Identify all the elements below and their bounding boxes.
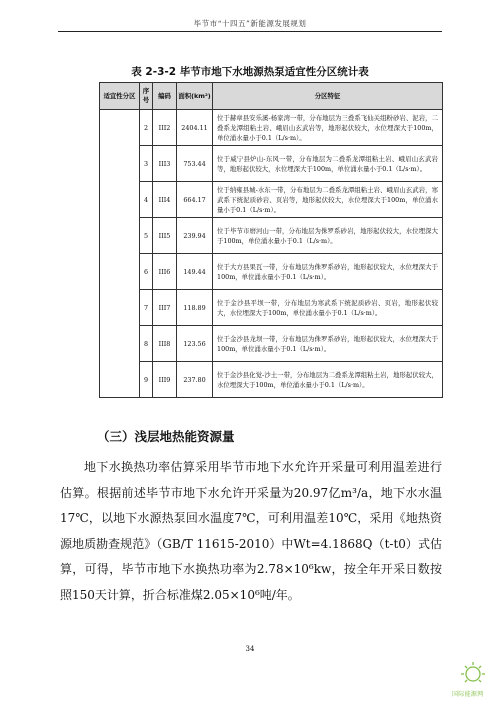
features-cell: 位于金沙县化觉-沙土一带，分布地层为二叠系龙潭组粘土岩，地形起伏较大，水位埋深大于100m，单位涌水量小于0.1（L/s·m）。 [213,362,443,398]
table-caption: 表 2-3-2 毕节市地下水地源热泵适宜性分区统计表 [131,66,369,78]
page-number: 34 [245,645,255,653]
table-row [100,218,443,254]
table-row [100,362,443,398]
seq-cell: 7 [140,290,153,326]
code-cell: III8 [153,326,177,362]
area-cell: 118.89 [177,290,213,326]
features-cell: 位于纳雍县城-水东一带，分布地层为二叠系龙潭组粘土岩、峨眉山玄武岩，寒武系下统泥质砂岩、页岩等，地形起伏较大，水位埋深大于100m，单位涌水量小于0.1（L/s·m）。 [213,182,443,218]
features-cell: 位于大方县果瓦一带，分布地层为侏罗系砂岩，地形起伏较大，水位埋深大于100m，单位涌水量小于0.1（L/s·m）。 [213,254,443,290]
running-header: 毕节市“十四五”新能源发展规划 [193,19,307,28]
table-row [100,290,443,326]
column-header-zone: 适宜性分区 [100,83,140,110]
section-heading: （三）浅层地热能资源量 [97,429,235,444]
watermark-text: 国际能源网 [452,691,484,698]
seq-cell: 5 [140,218,153,254]
seq-cell: 8 [140,326,153,362]
column-header-features: 分区特征 [213,83,443,110]
seq-cell: 4 [140,182,153,218]
code-cell: III6 [153,254,177,290]
seq-cell: 2 [140,110,153,146]
code-cell: III5 [153,218,177,254]
seq-cell: 9 [140,362,153,398]
code-cell: III3 [153,146,177,182]
body-paragraph-block [60,455,442,609]
header-rule [58,31,442,32]
code-cell: III7 [153,290,177,326]
table-header-row [100,83,443,110]
table-row [100,254,443,290]
table-row [100,326,443,362]
features-cell: 位于赫章县安乐溪-杨家湾一带，分布地层为三叠系飞仙关组粉砂岩、泥岩，二叠系龙潭组粘土岩、峨眉山玄武岩等，地形起伏较大，水位埋深大于100m，单位涌水量小于0.1（L/s·m）。 [213,110,443,146]
seq-cell: 3 [140,146,153,182]
code-cell: III9 [153,362,177,398]
column-header-area: 面积(km²) [177,83,213,110]
area-cell: 123.56 [177,326,213,362]
body-paragraph: 地下水换热功率估算采用毕节市地下水允许开采量可利用温差进行估算。根据前述毕节市地下水允许开采量为20.97亿m³/a，地下水水温17℃，以地下水源热泵回水温度7℃，可利用温差10℃，采用《地热资源地质勘查规范》（GB/T 11615-2010）中Wt=4.1868Q（t-t0）式估算，可得，毕节市地下水换热功率为2.78×10⁶kw，按全年开采日数按照150天计算，折合标准煤2.05×10⁶吨/年。 [60,460,442,602]
column-header-code: 编码 [153,83,177,110]
area-cell: 239.94 [177,218,213,254]
features-cell: 位于威宁县炉山-东风一带，分布地层为二叠系龙潭组粘土岩、峨眉山玄武岩等，地形起伏较大，水位埋深大于100m，单位涌水量小于0.1（L/s·m）。 [213,146,443,182]
area-cell: 2404.11 [177,110,213,146]
area-cell: 237.80 [177,362,213,398]
table-row [100,146,443,182]
code-cell: III2 [153,110,177,146]
table-row [100,182,443,218]
suitability-zone-table [99,82,443,398]
features-cell: 位于金沙县平坝一带，分布地层为寒武系下统泥质砂岩、页岩，地形起伏较大，水位埋深大于100m，单位涌水量小于0.1（L/s·m）。 [213,290,443,326]
features-cell: 位于金沙县龙坝一带，分布地层为侏罗系砂岩，地形起伏较大，水位埋深大于100m，单位涌水量小于0.1（L/s·m）。 [213,326,443,362]
area-cell: 753.44 [177,146,213,182]
area-cell: 149.44 [177,254,213,290]
zone-cell [100,110,140,398]
table-row [100,110,443,146]
column-header-seq: 序号 [140,83,153,110]
features-cell: 位于毕节市磨河山一带，分布地层为侏罗系砂岩，地形起伏较大，水位埋深大于100m，单位涌水量小于0.1（L/s·m）。 [213,218,443,254]
seq-cell: 6 [140,254,153,290]
code-cell: III4 [153,182,177,218]
area-cell: 664.17 [177,182,213,218]
